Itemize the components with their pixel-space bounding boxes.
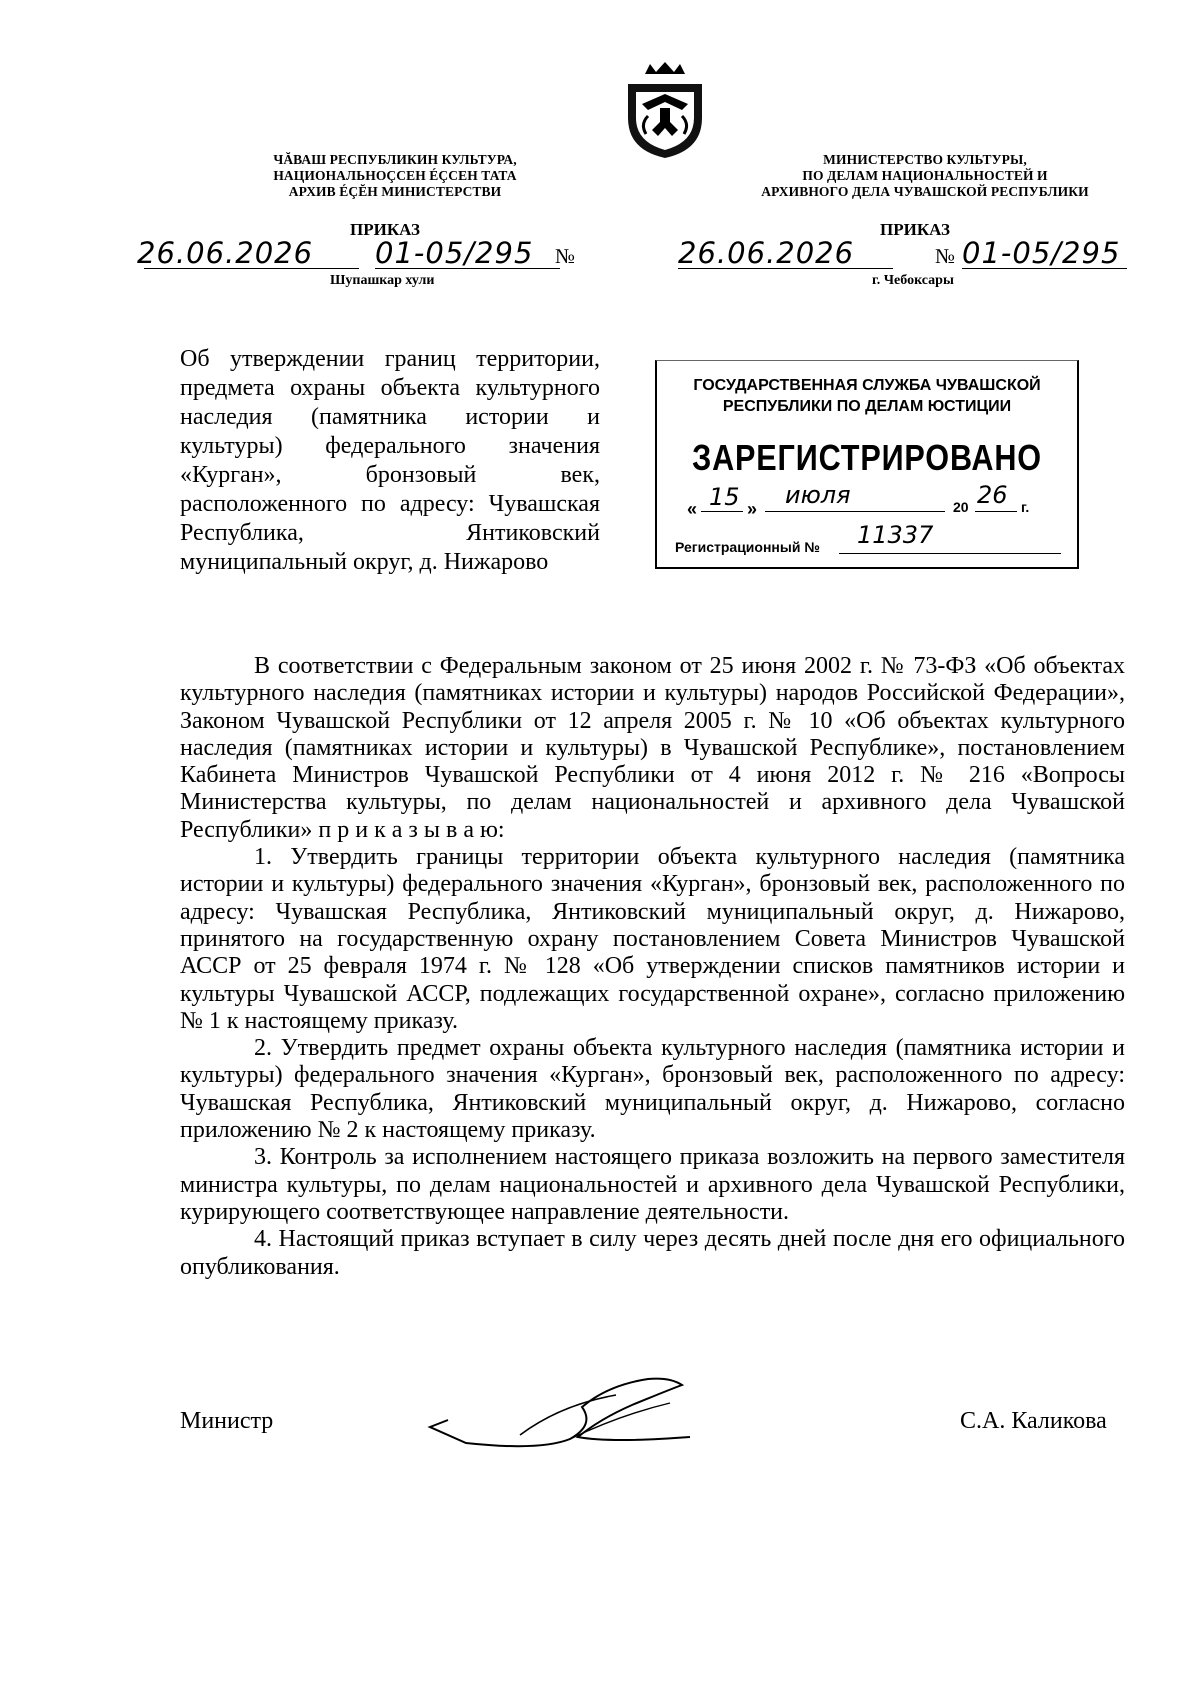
stamp-close-quote: »: [747, 499, 758, 519]
number-sign-left: №: [555, 244, 576, 268]
stamp-year-suffix: 26: [977, 481, 1008, 509]
body-item-2: 2. Утвердить предмет охраны объекта культурного наследия (памятника истории и культуры) федерального значения «Курган», бронзовый век, расположенного по адресу: Чувашская Республика, Янтиковский муниципальный округ, д. Нижарово, согласно приложению № 2 к настоящему приказу.: [180, 1035, 1125, 1144]
place-right: г. Чебоксары: [872, 273, 954, 288]
stamp-year-unit: г.: [1021, 499, 1030, 515]
document-body: [180, 653, 1125, 1281]
org-header-russian-line3: АРХИВНОГО ДЕЛА ЧУВАШСКОЙ РЕСПУБЛИКИ: [761, 184, 1089, 199]
body-item-4: 4. Настоящий приказ вступает в силу через десять дней после дня его официального опубликования.: [180, 1226, 1125, 1280]
org-header-chuvash-line3: АРХИВ ÉÇĔН МИНИСТЕРСТВИ: [288, 184, 502, 199]
stamp-open-quote: «: [687, 499, 698, 519]
stamp-day: 15: [709, 483, 740, 511]
signatory-name: С.А. Каликова: [960, 1408, 1107, 1434]
stamp-year-line: [975, 511, 1017, 512]
order-number-right: 01-05/295: [962, 236, 1121, 270]
stamp-service-name: [665, 375, 1069, 417]
number-sign-right: №: [935, 244, 956, 268]
stamp-year-prefix: 20: [953, 499, 969, 515]
stamp-reg-line: [839, 553, 1061, 554]
org-header-russian-line1: МИНИСТЕРСТВО КУЛЬТУРЫ,: [823, 152, 1027, 167]
order-label-left: ПРИКАЗ: [350, 220, 420, 239]
number-underline-right: [962, 268, 1127, 269]
org-header-chuvash: [215, 152, 575, 200]
registration-stamp: [655, 360, 1079, 569]
org-header-russian-line2: ПО ДЕЛАМ НАЦИОНАЛЬНОСТЕЙ И: [802, 168, 1048, 183]
place-left: Шупашкар хули: [330, 273, 435, 288]
document-title: Об утверждении границ территории, предмета охраны объекта культурного наследия (памятника истории и культуры) федерального значения «Курган», бронзовый век, расположенного по адресу: Чувашская Республика, Янтиковский муниципальный округ, д. Нижарово: [180, 346, 600, 575]
stamp-reg-label: Регистрационный №: [675, 539, 820, 555]
handwritten-signature: [420, 1365, 700, 1455]
signatory-position: Министр: [180, 1408, 274, 1434]
coat-of-arms-emblem: [620, 60, 710, 160]
stamp-service-line2: РЕСПУБЛИКИ ПО ДЕЛАМ ЮСТИЦИИ: [722, 398, 1012, 415]
stamp-registered-title: ЗАРЕГИСТРИРОВАНО: [692, 437, 1042, 478]
org-header-chuvash-line1: ЧĂВАШ РЕСПУБЛИКИН КУЛЬТУРА,: [273, 152, 517, 167]
stamp-reg-number: 11337: [857, 521, 934, 549]
order-label-right: ПРИКАЗ: [880, 220, 950, 239]
date-underline-right: [678, 268, 893, 269]
order-date-left: 26.06.2026: [137, 236, 314, 270]
body-item-3: 3. Контроль за исполнением настоящего приказа возложить на первого заместителя министра культуры, по делам национальностей и архивного дела Чувашской Республики, курирующего соответствующее направление деятельности.: [180, 1144, 1125, 1225]
stamp-day-line: [701, 511, 743, 512]
org-header-chuvash-line2: НАЦИОНАЛЬНОÇСЕН ÉÇСЕН ТАТА: [273, 168, 517, 183]
number-underline-left: [375, 268, 560, 269]
date-underline-left: [144, 268, 359, 269]
org-header-russian: [715, 152, 1135, 200]
order-date-right: 26.06.2026: [678, 236, 855, 270]
stamp-month: июля: [785, 481, 851, 509]
order-number-left: 01-05/295: [375, 236, 534, 270]
stamp-service-line1: ГОСУДАРСТВЕННАЯ СЛУЖБА ЧУВАШСКОЙ: [693, 377, 1041, 394]
body-preamble: В соответствии с Федеральным законом от 25 июня 2002 г. № 73-ФЗ «Об объектах культурного наследия (памятниках истории и культуры) народов Российской Федерации», Законом Чувашской Республики от 12 апреля 2005 г. № 10 «Об объектах культурного наследия (памятниках истории и культуры) в Чувашской Республике», постановлением Кабинета Министров Чувашской Республики от 4 июня 2012 г. № 216 «Вопросы Министерства культуры, по делам национальностей и архивного дела Чувашской Республики» п р и к а з ы в а ю:: [180, 653, 1125, 843]
stamp-month-line: [765, 511, 945, 512]
body-item-1: 1. Утвердить границы территории объекта культурного наследия (памятника истории и культуры) федерального значения «Курган», бронзовый век, расположенного по адресу: Чувашская Республика, Янтиковский муниципальный округ, д. Нижарово, принятого на государственную охрану постановлением Совета Министров Чувашской АССР от 25 февраля 1974 г. № 128 «Об утверждении списков памятников истории и культуры Чувашской АССР, подлежащих государственной охране», согласно приложению № 1 к настоящему приказу.: [180, 844, 1125, 1034]
